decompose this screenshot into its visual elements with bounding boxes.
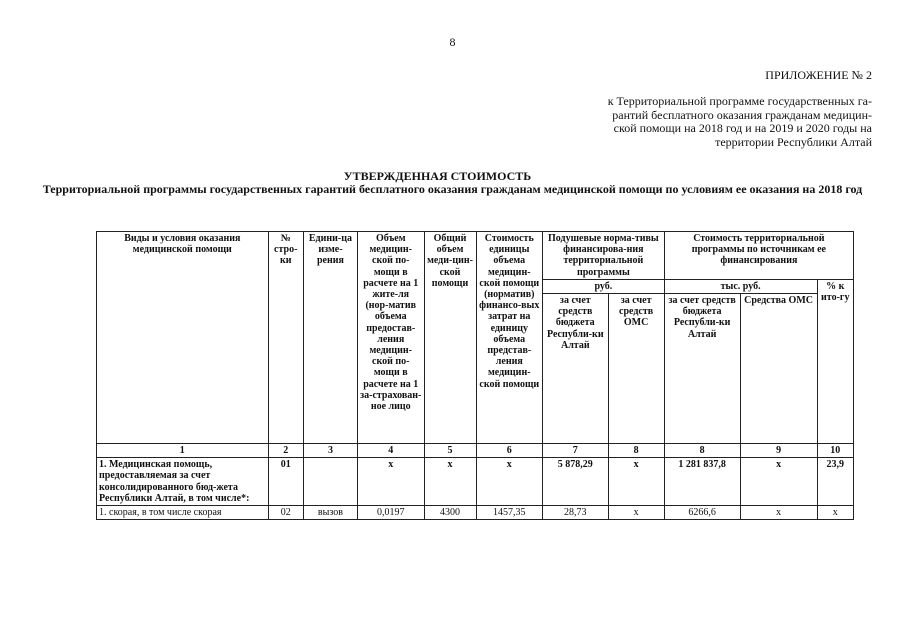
- table-row: [97, 458, 854, 506]
- header-percent: % к ито-гу: [817, 279, 853, 443]
- appendix-line: рантий бесплатного оказания гражданам медицин-: [612, 107, 872, 122]
- col-number: 1: [97, 444, 269, 458]
- row-name: 1. Медицинская помощь, предоставляемая за счет консолидированного бюд-жета Республики Алтай, в том числе*:: [97, 458, 269, 506]
- header-program-cost: Стоимость территориальной программы по источникам ее финансирования: [664, 232, 853, 280]
- row-cost-oms: х: [740, 506, 817, 520]
- header-line-no: № стро-ки: [268, 232, 303, 444]
- row-unit-cost: х: [476, 458, 543, 506]
- header-per-capita-budget: за счет средств бюджета Республи-ки Алтай: [543, 294, 609, 444]
- col-number: 7: [543, 444, 609, 458]
- header-unit: Едини-ца изме-рения: [303, 232, 357, 444]
- row-volume-per: х: [357, 458, 424, 506]
- appendix-line: территории Республики Алтай: [715, 134, 872, 149]
- row-per-capita-oms: х: [608, 458, 664, 506]
- header-per-capita: Подушевые норма-тивы финансирова-ния территориальной программы: [543, 232, 665, 280]
- row-per-capita-budget: 28,73: [543, 506, 609, 520]
- row-line: 01: [268, 458, 303, 506]
- row-line: 02: [268, 506, 303, 520]
- col-number: 2: [268, 444, 303, 458]
- row-total-volume: 4300: [424, 506, 476, 520]
- header-cost-oms: Средства ОМС: [740, 294, 817, 444]
- appendix-text: [608, 95, 872, 149]
- row-percent: х: [817, 506, 853, 520]
- appendix-line: ской помощи на 2018 год и на 2019 и 2020 годы на: [613, 121, 872, 135]
- row-name: 1. скорая, в том числе скорая: [97, 506, 269, 520]
- col-number: 6: [476, 444, 543, 458]
- header-volume-per: Объем медицин-ской по-мощи в расчете на 1 жите-ля (нор-матив объема предостав-ления медицин-ской по-мощи в расчете на 1 за-страхован-ное лицо: [357, 232, 424, 444]
- page-number: 8: [449, 35, 456, 49]
- header-cost-budget: за счет средств бюджета Республи-ки Алтай: [664, 294, 740, 444]
- row-percent: 23,9: [817, 458, 853, 506]
- col-number: 5: [424, 444, 476, 458]
- row-unit: [303, 458, 357, 506]
- cost-table: [96, 231, 854, 520]
- row-cost-oms: х: [740, 458, 817, 506]
- row-per-capita-budget: 5 878,29: [543, 458, 609, 506]
- row-per-capita-oms: х: [608, 506, 664, 520]
- col-number: 9: [740, 444, 817, 458]
- appendix-line: к Территориальной программе государственных га-: [607, 94, 872, 108]
- col-number: 3: [303, 444, 357, 458]
- col-number: 8: [664, 444, 740, 458]
- header-unit-thousand-rub: тыс. руб.: [664, 279, 817, 293]
- row-total-volume: х: [424, 458, 476, 506]
- document-heading: [0, 170, 905, 196]
- heading-line-1: УТВЕРЖДЕННАЯ СТОИМОСТЬ: [343, 169, 532, 183]
- appendix-title: ПРИЛОЖЕНИЕ № 2: [765, 68, 872, 82]
- col-number: 8: [608, 444, 664, 458]
- row-cost-budget: 6266,6: [664, 506, 740, 520]
- appendix-block: [608, 68, 872, 149]
- header-unit-rub: руб.: [543, 279, 665, 293]
- header-total-volume: Общий объем меди-цин-ской помощи: [424, 232, 476, 444]
- col-number: 4: [357, 444, 424, 458]
- header-kinds: Виды и условия оказания медицинской помощи: [97, 232, 269, 444]
- table-row: [97, 506, 854, 520]
- row-unit: вызов: [303, 506, 357, 520]
- row-cost-budget: 1 281 837,8: [664, 458, 740, 506]
- row-volume-per: 0,0197: [357, 506, 424, 520]
- header-per-capita-oms: за счет средств ОМС: [608, 294, 664, 444]
- col-number: 10: [817, 444, 853, 458]
- row-unit-cost: 1457,35: [476, 506, 543, 520]
- heading-line-2: Территориальной программы государственных гарантий бесплатного оказания гражданам медицинской помощи по условиям ее оказания на 2018 год: [42, 182, 863, 196]
- header-unit-cost: Стоимость единицы объема медицин-ской помощи (норматив) финансо-вых затрат на единицу объема представ-ления медицин-ской помощи: [476, 232, 543, 444]
